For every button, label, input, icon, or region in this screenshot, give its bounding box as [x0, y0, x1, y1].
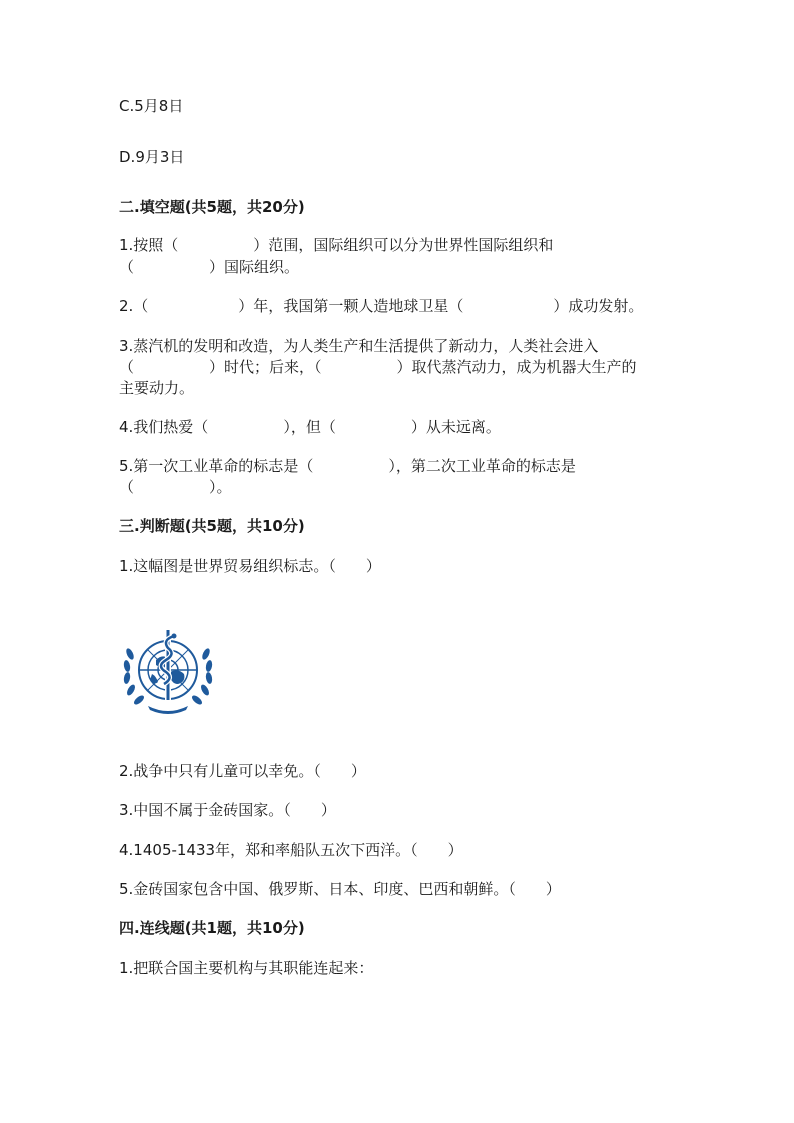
section2-q2: 2.（ ）年，我国第一颗人造地球卫星（ ）成功发射。	[119, 297, 644, 315]
section3-q1: 1.这幅图是世界贸易组织标志。（ ）	[119, 557, 381, 575]
section2-heading: 二.填空题(共5题，共20分)	[119, 198, 305, 216]
section2-q3-line3: 主要动力。	[119, 379, 195, 397]
section3-q4: 4.1405-1433年，郑和率船队五次下西洋。（ ）	[119, 841, 463, 859]
section4-heading: 四.连线题(共1题，共10分)	[119, 919, 305, 937]
section3-q5: 5.金砖国家包含中国、俄罗斯、日本、印度、巴西和朝鲜。（ ）	[119, 880, 561, 898]
section3-q3: 3.中国不属于金砖国家。（ ）	[119, 801, 336, 819]
section2-q3-line1: 3.蒸汽机的发明和改造，为人类生产和生活提供了新动力，人类社会进入	[119, 337, 599, 355]
un-emblem-staff-icon	[122, 628, 214, 714]
option-d: D.9月3日	[119, 148, 185, 166]
section2-q3-line2: （ ）时代；后来，（ ）取代蒸汽动力，成为机器大生产的	[119, 358, 637, 376]
section4-q1: 1.把联合国主要机构与其职能连起来：	[119, 959, 374, 977]
section2-q1-line1: 1.按照（ ）范围，国际组织可以分为世界性国际组织和	[119, 236, 554, 254]
section3-q2: 2.战争中只有儿童可以幸免。（ ）	[119, 762, 366, 780]
option-c: C.5月8日	[119, 97, 184, 115]
section2-q1-line2: （ ）国际组织。	[119, 258, 300, 276]
section2-q5-line2: （ ）。	[119, 478, 232, 496]
section2-q5-line1: 5.第一次工业革命的标志是（ ），第二次工业革命的标志是	[119, 457, 576, 475]
section2-q4: 4.我们热爱（ ），但（ ）从未远离。	[119, 418, 501, 436]
section3-heading: 三.判断题(共5题，共10分)	[119, 517, 305, 535]
